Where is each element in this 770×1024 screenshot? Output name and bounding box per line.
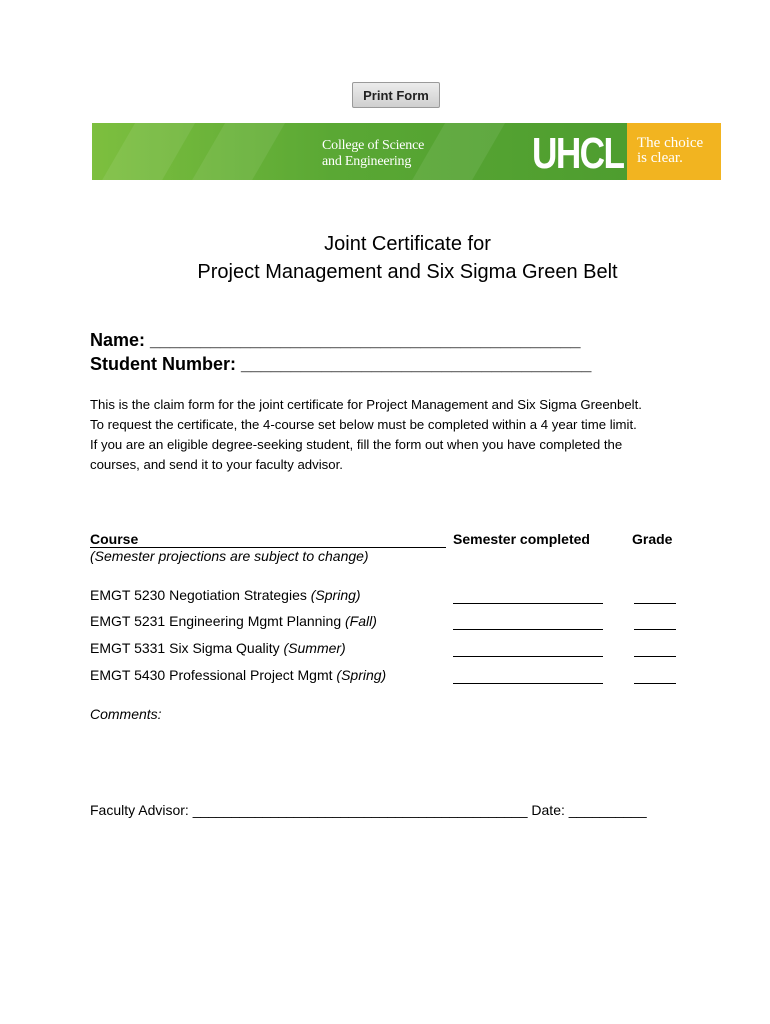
banner-green-section <box>92 123 627 180</box>
name-field[interactable]: Name: ___________________________________________ <box>90 330 581 350</box>
date-field[interactable]: Date: __________ <box>531 802 647 818</box>
semester-blank-2[interactable] <box>453 617 603 630</box>
page-title: Joint Certificate for Project Management and Six Sigma Green Belt <box>197 233 618 283</box>
grade-blank-3[interactable] <box>634 644 676 657</box>
grade-blank-4[interactable] <box>634 671 676 684</box>
student-number-field[interactable]: Student Number: ___________________________________ <box>90 354 592 374</box>
course-row: EMGT 5231 Engineering Mgmt Planning (Fall) <box>90 613 377 629</box>
semester-column-header: Semester completed <box>453 531 590 547</box>
semester-blank-3[interactable] <box>453 644 603 657</box>
college-banner <box>92 123 721 180</box>
faculty-advisor-field[interactable]: Faculty Advisor: ___________________________________________ <box>90 802 528 818</box>
intro-paragraph: This is the claim form for the joint certificate for Project Management and Six Sigma Greenbelt. To request the certificate, the 4-course set below must be completed within a 4 year time limit. If you are an eligible degree-seeking student, fill the form out when you have completed the courses, and send it to your faculty advisor. <box>90 397 642 472</box>
grade-blank-2[interactable] <box>634 617 676 630</box>
course-row: EMGT 5331 Six Sigma Quality (Summer) <box>90 640 346 656</box>
tagline: The choice is clear. <box>637 135 704 166</box>
grade-blank-1[interactable] <box>634 591 676 604</box>
print-form-button[interactable]: Print Form <box>352 82 440 108</box>
uhcl-logo-text: UHCL <box>532 129 624 178</box>
course-column-header: Course <box>90 531 446 548</box>
semester-blank-1[interactable] <box>453 591 603 604</box>
faculty-advisor-row <box>90 802 647 818</box>
banner-tagline-section <box>627 123 721 180</box>
college-name: College of Science and Engineering <box>322 138 425 169</box>
course-row: EMGT 5230 Negotiation Strategies (Spring) <box>90 587 361 603</box>
semester-blank-4[interactable] <box>453 671 603 684</box>
course-row: EMGT 5430 Professional Project Mgmt (Spring) <box>90 667 387 683</box>
comments-label: Comments: <box>90 706 162 722</box>
projection-note: (Semester projections are subject to change) <box>90 548 369 564</box>
grade-column-header: Grade <box>632 531 673 547</box>
